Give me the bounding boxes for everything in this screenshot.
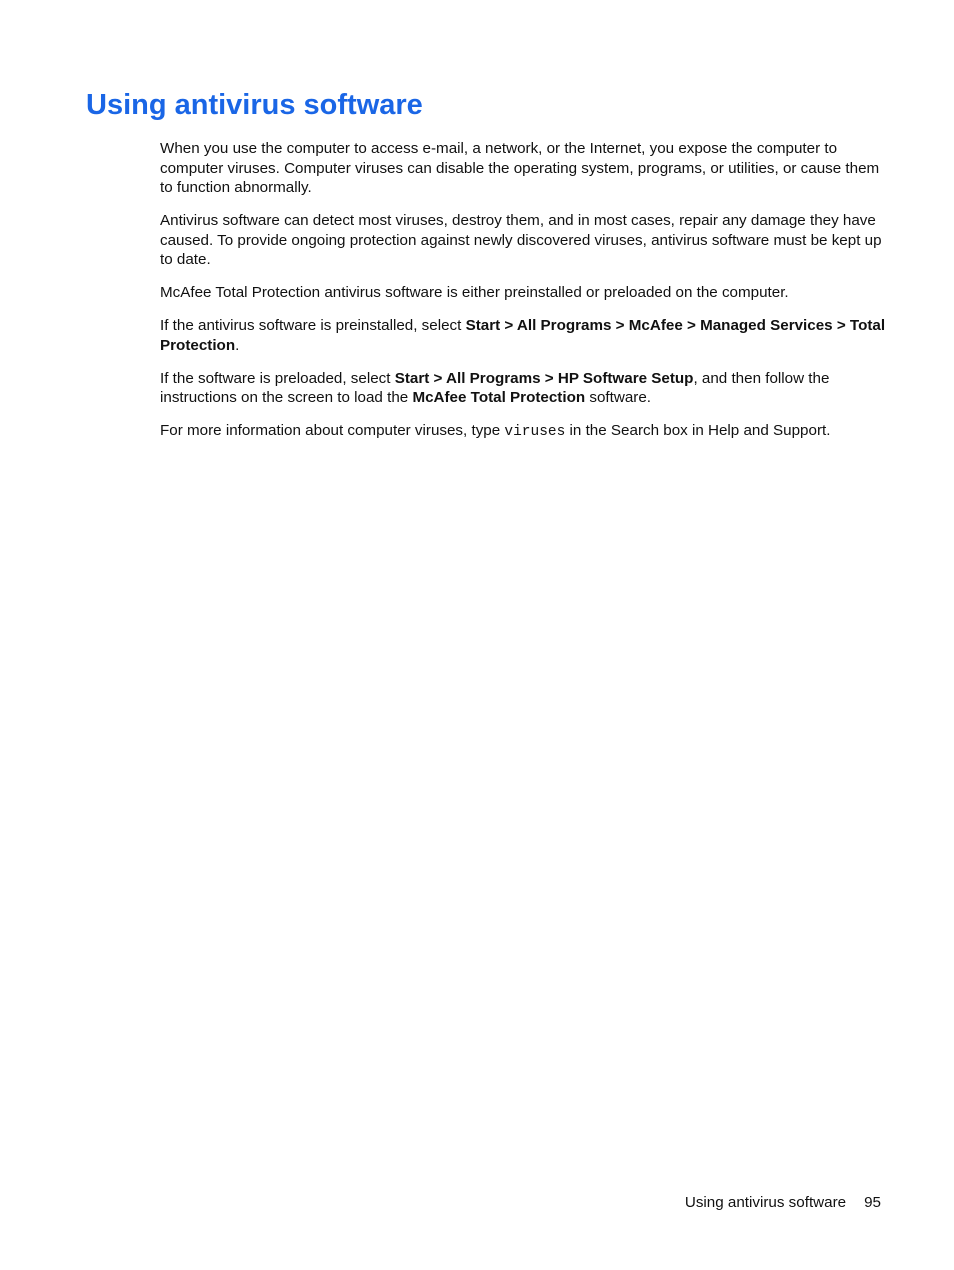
search-term-code: viruses (504, 424, 566, 440)
more-info-text-before: For more information about computer viruses, type (160, 422, 505, 439)
paragraph-mcafee: McAfee Total Protection antivirus software is either preinstalled or preloaded on the computer. (160, 284, 789, 301)
page-title: Using antivirus software (86, 89, 423, 121)
footer-section-title: Using antivirus software (684, 1194, 847, 1211)
more-info-text-after: in the Search box in Help and Support. (565, 422, 831, 439)
preinstalled-text-after: . (235, 336, 240, 354)
paragraph-preloaded (160, 369, 888, 408)
preloaded-text-before: If the software is preloaded, select (160, 369, 395, 387)
body-text (160, 139, 888, 456)
paragraph-preinstalled (160, 316, 888, 355)
paragraph-intro: When you use the computer to access e-mail, a network, or the Internet, you expose the computer to computer viruses. Computer viruses can disable the operating system, programs, or utilities, or cause them to function abnormally. (160, 140, 880, 196)
preloaded-text-middle: , and then follow the instructions on the screen to load the (160, 369, 830, 406)
page-footer (685, 1193, 881, 1212)
preinstalled-menu-path: Start > All Programs > McAfee > Managed Services > Total Protection (160, 317, 886, 354)
preloaded-menu-path: Start > All Programs > HP Software Setup (394, 369, 694, 387)
page-number: 95 (864, 1194, 881, 1211)
preloaded-product-name: McAfee Total Protection (412, 389, 586, 406)
preloaded-text-after: software. (585, 389, 651, 406)
paragraph-detection: Antivirus software can detect most viruses, destroy them, and in most cases, repair any damage they have caused. To provide ongoing protection against newly discovered viruses, antivirus software must be kept up to date. (160, 212, 882, 268)
paragraph-more-info (160, 421, 888, 443)
preinstalled-text-before: If the antivirus software is preinstalled, select (160, 317, 466, 334)
